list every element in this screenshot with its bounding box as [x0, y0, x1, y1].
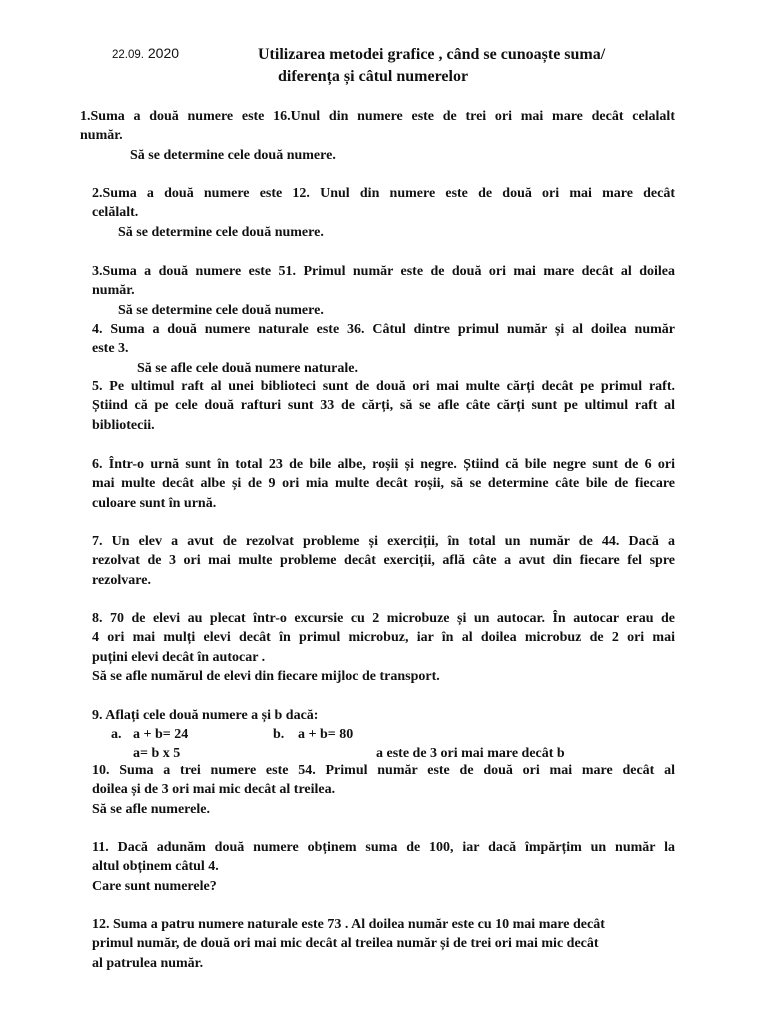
problem-9-a-equation: a + b= 24: [133, 727, 189, 743]
date-day-month: 22.09.: [112, 49, 144, 61]
problem-4-line-3: Să se afle cele două numere naturale.: [137, 360, 358, 376]
problem-6-line-2: mai multe decât albe și de 9 ori mia multe decât roșii, să se determine câte bile de fiecare: [92, 476, 675, 492]
problem-9-line-1: 9. Aflați cele două numere a și b dacă:: [92, 708, 319, 723]
problem-11-line-2: altul obținem câtul 4.: [92, 859, 219, 875]
problem-4-line-2: este 3.: [92, 341, 129, 357]
problem-6: [92, 455, 675, 513]
problem-9-b-equation: a + b= 80: [298, 727, 354, 743]
problem-3-line-1: 3.Suma a două numere este 51. Primul număr este de două ori mai mare decât al doilea: [92, 264, 675, 279]
date: [112, 45, 179, 61]
problem-8: [92, 609, 675, 687]
problem-9-row-1: [92, 725, 675, 744]
problem-2: [92, 184, 675, 242]
problem-10-line-2: doilea și de 3 ori mai mic decât al treilea.: [92, 782, 336, 798]
problem-5-line-3: bibliotecii.: [92, 417, 155, 433]
problem-8-line-2: 4 ori mai mulți elevi decât în primul microbuz, iar în al doilea microbuz de 2 ori mai: [92, 630, 675, 646]
problem-11: [92, 838, 675, 896]
problem-8-line-3: puțini elevi decât în autocar .: [92, 649, 266, 665]
problem-10-line-3: Să se afle numerele.: [92, 801, 210, 817]
page-title: [258, 44, 698, 88]
problem-9-a-label: a.: [111, 727, 122, 743]
problem-1: [80, 107, 675, 165]
problem-3-line-3: Să se determine cele două numere.: [118, 302, 324, 318]
problem-12-line-3: al patrulea număr.: [92, 955, 204, 971]
problem-7-line-1: 7. Un elev a avut de rezolvat probleme și exerciții, în total un număr de 44. Dacă a: [92, 534, 675, 549]
problem-2-line-3: Să se determine cele două numere.: [118, 224, 324, 240]
problem-9: [92, 706, 675, 763]
problem-9-b-label: b.: [273, 727, 285, 743]
problem-4: [92, 320, 675, 378]
problem-9-b-equation-2: a este de 3 ori mai mare decât b: [376, 746, 565, 762]
problem-1-line-2: număr.: [80, 128, 123, 144]
title-line-1: Utilizarea metodei grafice , când se cunoaște suma/: [258, 46, 606, 63]
problem-12: [92, 915, 675, 973]
problem-1-line-1: 1.Suma a două numere este 16.Unul din numere este de trei ori mai mare decât celalalt: [80, 109, 675, 124]
problem-9-a-equation-2: a= b x 5: [133, 746, 181, 762]
problem-6-line-3: culoare sunt în urnă.: [92, 495, 217, 511]
problem-12-line-2: primul număr, de două ori mai mic decât al treilea număr și de trei ori mai mic decât: [92, 936, 599, 952]
problem-1-line-3: Să se determine cele două numere.: [130, 147, 336, 163]
problem-7-line-2: rezolvat de 3 ori mai multe probleme decât exerciții, află câte a avut din fiecare fel spre: [92, 553, 675, 569]
problem-4-line-1: 4. Suma a două numere naturale este 36. Câtul dintre primul număr și al doilea număr: [92, 322, 675, 337]
title-line-2: diferența și câtul numerelor: [278, 68, 469, 85]
problem-11-line-1: 11. Dacă adunăm două numere obținem suma de 100, iar dacă împărțim un număr la: [92, 840, 675, 855]
problem-7: [92, 532, 675, 590]
problem-2-line-1: 2.Suma a două numere este 12. Unul din numere este de două ori mai mare decât: [92, 186, 675, 201]
problem-5: [92, 377, 675, 435]
problem-8-line-4: Să se afle numărul de elevi din fiecare mijloc de transport.: [92, 669, 440, 685]
problem-10: [92, 761, 675, 819]
problem-5-line-2: Știind că pe cele două rafturi sunt 33 de cărți, să se afle câte cărți sunt pe ultimul raft al: [92, 398, 675, 414]
problem-7-line-3: rezolvare.: [92, 572, 151, 588]
problem-8-line-1: 8. 70 de elevi au plecat într-o excursie cu 2 microbuze și un autocar. În autocar erau de: [92, 611, 675, 626]
problem-6-line-1: 6. Într-o urnă sunt în total 23 de bile albe, roșii și negre. Știind că bile negre sunt de 6 ori: [92, 457, 675, 472]
problem-3: [92, 262, 675, 320]
problem-10-line-1: 10. Suma a trei numere este 54. Primul număr este de două ori mai mare decât al: [92, 763, 675, 778]
date-year: 2020: [143, 45, 180, 61]
problem-11-line-3: Care sunt numerele?: [92, 878, 217, 894]
problem-3-line-2: număr.: [92, 283, 135, 299]
problem-5-line-1: 5. Pe ultimul raft al unei biblioteci sunt de două ori mai multe cărți decât pe primul raft.: [92, 379, 675, 394]
problem-2-line-2: celălalt.: [92, 205, 139, 221]
problem-12-line-1: 12. Suma a patru numere naturale este 73 . Al doilea număr este cu 10 mai mare decât: [92, 917, 605, 932]
